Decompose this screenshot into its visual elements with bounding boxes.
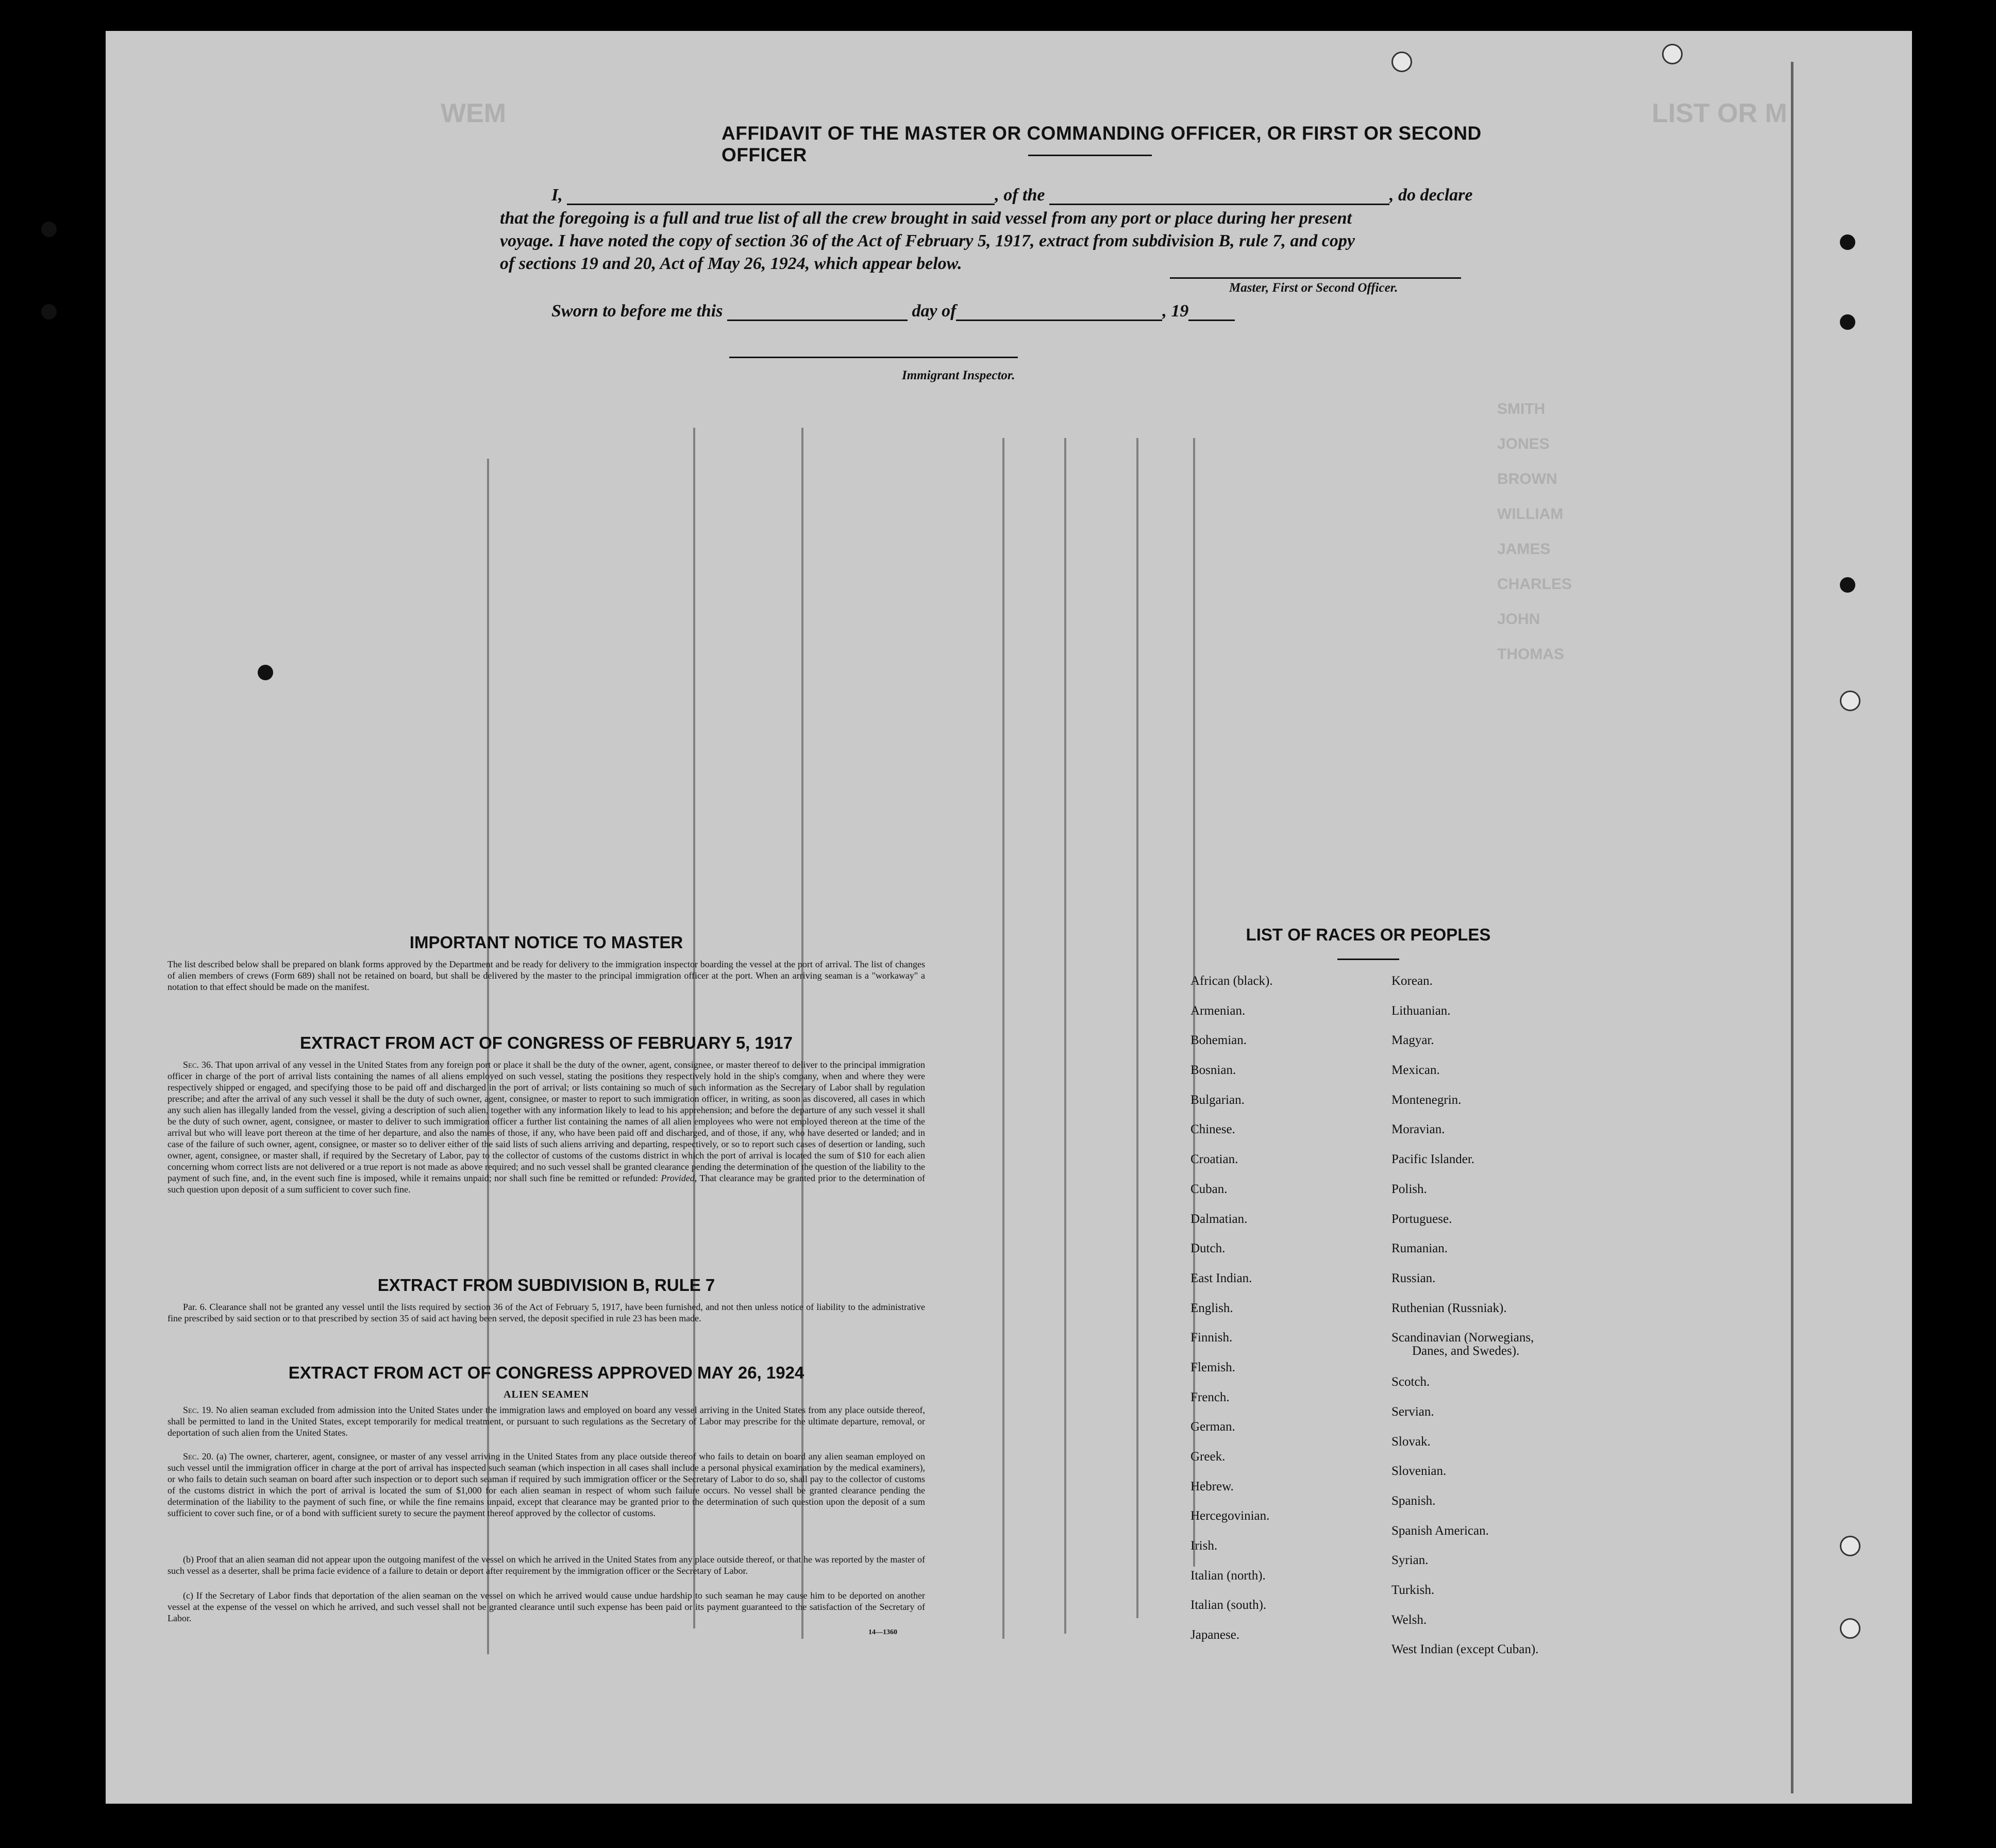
race-item: Rumanian.	[1391, 1241, 1448, 1256]
affidavit-line-1	[551, 186, 1603, 205]
sworn-day-field[interactable]	[727, 320, 908, 321]
race-item: Lithuanian.	[1391, 1003, 1451, 1018]
race-item: Bosnian.	[1190, 1063, 1236, 1078]
affidavit-declare-label: , do declare	[1389, 186, 1473, 205]
race-item: French.	[1190, 1390, 1230, 1404]
extract-1924-heading: EXTRACT FROM ACT OF CONGRESS APPROVED MAY 26, 1924	[288, 1363, 804, 1382]
extract-rule7-text: Par. 6. Clearance shall not be granted any vessel until the lists required by section 36 of the Act of February 5, 1917, have been furnished, and not then unless notice of liability to the administrative fine prescribed by said section or to that prescribed by section 35 of said act having been served, the deposit specified in rule 23 has been made.	[167, 1302, 925, 1323]
race-item: West Indian (except Cuban).	[1391, 1642, 1539, 1657]
affidavit-of-the-label: , of the	[995, 186, 1045, 205]
affidavit-title: AFFIDAVIT OF THE MASTER OR COMMANDING OFFICER, OR FIRST OR SECOND OFFICER	[722, 123, 1482, 165]
races-column-2	[1391, 974, 1618, 1672]
extract-1924-sec20	[167, 1451, 925, 1519]
affidavit-line-4: of sections 19 and 20, Act of May 26, 1924, which appear below.	[500, 254, 962, 273]
bleed-through-header: WEM	[441, 98, 507, 128]
race-item: Montenegrin.	[1391, 1093, 1462, 1107]
binder-hole-right-3	[1840, 577, 1855, 593]
extract-1924-sec20b: (b) Proof that an alien seaman did not appear upon the outgoing manifest of the vessel on which he arrived in the United States from any place outside thereof, or that he was reported by the master of such vessel as a deserter, shall be prima facie evidence of a failure to detain or deport after requirement by the immigration officer or the Secretary of Labor.	[167, 1554, 925, 1576]
inspector-signature-line[interactable]	[729, 357, 1018, 358]
race-item: Slovak.	[1391, 1434, 1431, 1449]
binder-hole-top	[1391, 52, 1412, 72]
form-number: 14—1360	[868, 1628, 897, 1636]
binder-hole-right-1	[1840, 234, 1855, 250]
extract-1924-sec19	[167, 1404, 925, 1438]
binder-hole-right-5	[1840, 1536, 1860, 1556]
sworn-line	[551, 301, 1235, 321]
race-item: Italian (north).	[1190, 1568, 1266, 1583]
sec-19-label: Sec. 19.	[183, 1405, 213, 1415]
binder-hole-left-1	[41, 222, 57, 237]
race-item: Irish.	[1190, 1539, 1218, 1553]
important-notice-text: The list described below shall be prepared on blank forms approved by the Department and be ready for delivery to the immigration inspector boarding the vessel at the port of arrival. The list of changes of alien members of crews (Form 689) shall not be retained on board, but shall be delivered by the master to the principal immigration officer at the port. When an arriving seaman is a "workaway" a notation to that effect should be made on the manifest.	[167, 959, 925, 992]
column-rule-4	[1002, 438, 1004, 1639]
extract-rule7-heading: EXTRACT FROM SUBDIVISION B, RULE 7	[377, 1275, 715, 1295]
race-item: Dutch.	[1190, 1241, 1226, 1256]
race-item: Scandinavian (Norwegians,	[1391, 1331, 1534, 1345]
sworn-month-field[interactable]	[956, 320, 1162, 321]
affidavit-title-underline	[1028, 155, 1152, 156]
race-item: Russian.	[1391, 1271, 1436, 1285]
race-item: Cuban.	[1190, 1182, 1228, 1196]
binder-hole-right-2	[1840, 314, 1855, 330]
race-item: Japanese.	[1190, 1628, 1240, 1642]
binder-hole-right-4	[1840, 691, 1860, 711]
race-item: Greek.	[1190, 1450, 1226, 1464]
alien-seamen-subheading: ALIEN SEAMEN	[504, 1389, 589, 1400]
race-item: Welsh.	[1391, 1612, 1427, 1627]
vessel-name-field[interactable]	[1049, 204, 1389, 205]
form-sheet	[106, 31, 1912, 1804]
race-item: Spanish.	[1391, 1494, 1436, 1508]
race-item: Pacific Islander.	[1391, 1152, 1475, 1167]
race-item: Portuguese.	[1391, 1212, 1452, 1226]
day-of-label: day of	[912, 301, 957, 321]
race-item: German.	[1190, 1420, 1235, 1434]
sworn-year-label: , 19	[1162, 301, 1189, 321]
race-item: Slovenian.	[1391, 1464, 1447, 1479]
master-signature-line[interactable]	[1170, 277, 1461, 279]
proviso-label: Provided,	[661, 1173, 697, 1183]
sec-36-text: That upon arrival of any vessel in the United States from any foreign port or place it shall be the duty of the owner, agent, consignee, or master thereof to deliver to the principal immigration officer in charge of the port of arrival lists containing the names of all aliens employed on such vessel, stating the positions they respectively hold in the ship's company, when and where they were respectively shipped or engaged, and specifying those to be paid off and discharged in the port of arrival; or lists containing so much of such information as the Secretary of Labor shall by regulation prescribe; and after the arrival of any such vessel it shall be the duty of such owner, agent, consignee, or master to report to such immigration officer, in writing, as soon as discovered, all cases in which any such alien has illegally landed from the vessel, giving a description of such alien, together with any information likely to lead to his apprehension; and before the departure of any such vessel it shall be the duty of such owner, agent, consignee, or master to deliver to such immigration officer a further list containing the names of all alien employees who were not employed thereon at the time of the arrival but who will leave port thereon at the time of her departure, and also the names of those, if any, who have been paid off and discharged, and of those, if any, who have deserted or landed; and in case of the failure of such owner, agent, consignee, or master so to deliver either of the said lists of such aliens arriving and departing, respectively, or so to report such cases of desertion or landing, such owner, agent, consignee, or master shall, if required by the Secretary of Labor, pay to the collector of customs of the customs district in which the port of arrival is located the sum of $10 for each alien concerning whom correct lists are not delivered or a true report is not made as above required; and no such vessel shall be granted clearance pending the determination of the question of the liability to the payment of such fine, and, in the event such fine is imposed, while it remains unpaid; nor shall such fine be remitted or refunded:	[167, 1060, 925, 1183]
column-rule-8	[1791, 62, 1793, 1793]
race-item: Spanish American.	[1391, 1523, 1489, 1538]
races-column-1	[1190, 974, 1371, 1658]
race-item: Hercegovinian.	[1190, 1509, 1270, 1523]
sec-20-label: Sec. 20.	[183, 1451, 214, 1461]
race-item: Bulgarian.	[1190, 1093, 1245, 1107]
race-item: Ruthenian (Russniak).	[1391, 1301, 1507, 1315]
race-item: Korean.	[1391, 974, 1433, 988]
race-item: Finnish.	[1190, 1331, 1233, 1345]
sec-36-label: Sec. 36.	[183, 1060, 213, 1070]
races-heading: LIST OF RACES OR PEOPLES	[1246, 925, 1491, 944]
extract-1924-sec20c: (c) If the Secretary of Labor finds that deportation of the alien seaman on the vessel on which he arrived would cause undue hardship to such seaman he may cause him to be deported on another vessel at the expense of the vessel on which he arrived, and such vessel shall not be granted clearance until such expense has been paid or its payment guaranteed to the satisfaction of the Secretary of Labor.	[167, 1590, 925, 1623]
binder-hole-top-right	[1662, 44, 1683, 64]
affidavit-line-2: that the foregoing is a full and true list of all the crew brought in said vessel from any port or place during her present	[500, 209, 1352, 228]
column-rule-6	[1136, 438, 1138, 1618]
race-item: Armenian.	[1190, 1003, 1246, 1018]
race-item: Dalmatian.	[1190, 1212, 1248, 1226]
proviso-text: That clearance may be granted prior to the determination of such question upon deposit of a sum sufficient to cover such fine.	[167, 1173, 926, 1195]
race-item: Turkish.	[1391, 1583, 1435, 1598]
sworn-label: Sworn to before me this	[551, 301, 723, 321]
sec-20a-text: (a) The owner, charterer, agent, consignee, or master of any vessel arriving in the United States from any place outside thereof who fails to detain on board any alien seaman employed on such vessel until the immigration officer in charge at the port of arrival has inspected such seaman (which inspection in all cases shall include a personal physical examination by the medical examiners), or who fails to detain such seaman on board after such inspection or to deport such seaman if required by such immigration officer or the Secretary of Labor to do so, shall pay to the collector of customs of the customs district in which the port of arrival is located the sum of $1,000 for each alien seaman in respect of whom such failure occurs. No vessel shall be granted clearance pending the determination of the liability to the payment of such fine, or while the fine remains unpaid, except that clearance may be granted prior to the determination of such question upon the deposit of a sum sufficient to cover such fine, or of a bond with sufficient surety to secure the payment thereof approved by the collector of customs.	[167, 1451, 926, 1518]
binder-hole-left-2	[41, 304, 57, 320]
race-item: Syrian.	[1391, 1553, 1429, 1568]
race-item: English.	[1190, 1301, 1233, 1315]
master-name-field[interactable]	[567, 204, 995, 205]
race-item: Polish.	[1391, 1182, 1427, 1196]
bleed-through-header-right: LIST OR M	[1652, 98, 1787, 128]
inspector-signature-label: Immigrant Inspector.	[902, 368, 1015, 382]
column-rule-2	[693, 428, 695, 1628]
affidavit-i-label: I,	[551, 186, 563, 205]
race-item: Flemish.	[1190, 1360, 1235, 1374]
race-item: Mexican.	[1391, 1063, 1440, 1078]
binder-hole-right-6	[1840, 1618, 1860, 1639]
race-item: Chinese.	[1190, 1122, 1235, 1137]
important-notice-heading: IMPORTANT NOTICE TO MASTER	[409, 933, 683, 952]
binder-hole-left-3	[258, 665, 273, 680]
bleed-through-right-column: SMITH JONES BROWN WILLIAM JAMES CHARLES JOHN THOMAS	[1497, 400, 1572, 663]
race-item: Magyar.	[1391, 1033, 1434, 1048]
race-item: Italian (south).	[1190, 1598, 1267, 1612]
master-signature-label: Master, First or Second Officer.	[1229, 281, 1398, 295]
race-item: Croatian.	[1190, 1152, 1238, 1167]
column-rule-5	[1064, 438, 1066, 1634]
race-item: Moravian.	[1391, 1122, 1445, 1137]
race-item: Servian.	[1391, 1404, 1434, 1419]
extract-1917-text	[167, 1059, 925, 1195]
race-item: Hebrew.	[1190, 1479, 1234, 1493]
affidavit-line-3: voyage. I have noted the copy of section 36 of the Act of February 5, 1917, extract from subdivision B, rule 7, and copy	[500, 231, 1355, 250]
race-item: Bohemian.	[1190, 1033, 1247, 1048]
races-heading-underline	[1337, 959, 1399, 960]
sworn-year-field[interactable]	[1188, 320, 1235, 321]
sec-19-text: No alien seaman excluded from admission into the United States under the immigration laws and employed on board any vessel arriving in the United States from any place outside thereof, shall be permitted to land in the United States, except temporarily for medical treatment, or pursuant to such regulations as the Secretary of Labor may prescribe for the ultimate departure, removal, or deportation of such alien from the United States.	[167, 1405, 926, 1438]
race-item: African (black).	[1190, 974, 1273, 988]
race-item: Danes, and Swedes).	[1412, 1344, 1520, 1358]
race-item: Scotch.	[1391, 1375, 1430, 1389]
extract-1917-heading: EXTRACT FROM ACT OF CONGRESS OF FEBRUARY 5, 1917	[300, 1033, 793, 1052]
race-item: East Indian.	[1190, 1271, 1252, 1285]
